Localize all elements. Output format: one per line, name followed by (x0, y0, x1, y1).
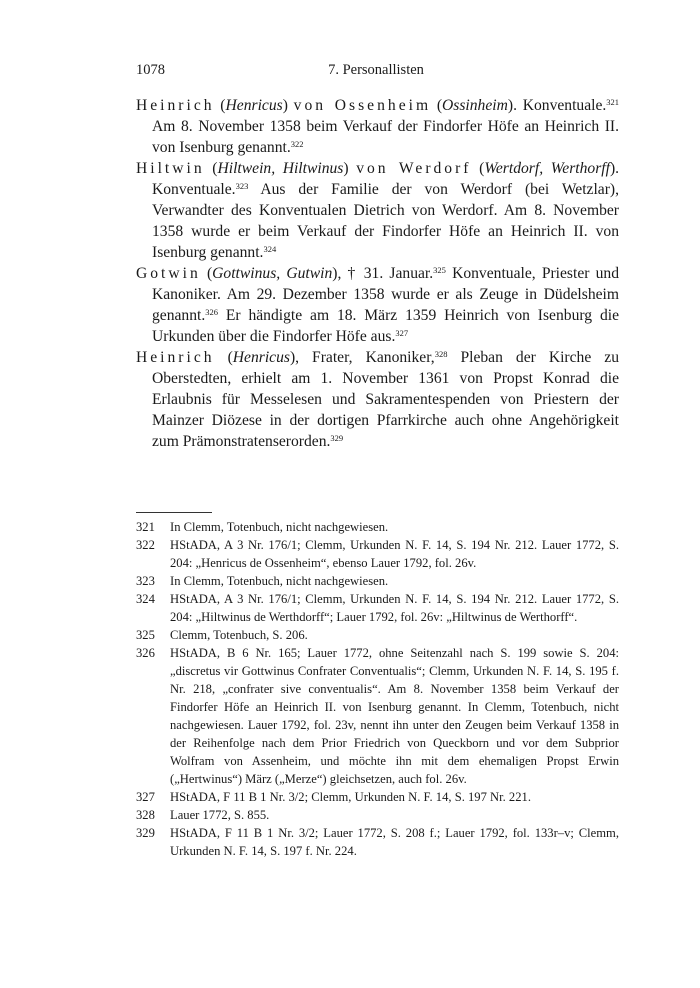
entry-text: ( (471, 160, 485, 177)
footnote-text: HStADA, A 3 Nr. 176/1; Clemm, Urkunden N. F. 14, S. 194 Nr. 212. Lauer 1772, S. 204: „Hiltwinus de Werthdorff“; Lauer 1792, fol. 26v: „Hiltwinus de Werthorff“. (170, 592, 619, 624)
footnote-text: Clemm, Totenbuch, S. 206. (170, 628, 308, 642)
footnote-text: HStADA, A 3 Nr. 176/1; Clemm, Urkunden N. F. 14, S. 194 Nr. 212. Lauer 1772, S. 204: „Henricus de Ossenheim“, ebenso Lauer 1792, fol. 26v. (170, 538, 619, 570)
latin-name: Henricus (232, 349, 290, 366)
footnote-text: HStADA, F 11 B 1 Nr. 3/2; Clemm, Urkunden N. F. 14, S. 197 Nr. 221. (170, 790, 531, 804)
entry-text: ( (200, 265, 213, 282)
footnote-323 (136, 572, 619, 590)
entry-text: ( (204, 160, 218, 177)
entry-hiltwin-werdorf (136, 158, 619, 263)
latin-name: Wertdorf, Werthorff (484, 160, 610, 177)
entry-heinrich-ossenheim (136, 95, 619, 158)
footnote-number: 325 (136, 628, 155, 642)
entry-text: ( (431, 97, 443, 114)
footnote-text: HStADA, B 6 Nr. 165; Lauer 1772, ohne Seitenzahl nach S. 199 sowie S. 204: „discretus vir Gottwinus Confrater Conventualis“; Clemm, Urkunden N. F. 14, S. 195 f. Nr. 218, „confrater sive conventualis“. Am 8. November 1358 beim Verkauf der Findorfer Höfe an Heinrich II. von Isenburg genannt. In Clemm, Totenbuch, nicht nachgewiesen. Lauer 1792, fol. 23v, nennt ihn unter den Zeugen beim Verkauf 1358 in der Reihenfolge nach dem Prior Friedrich von Queckborn und vor dem Subprior Wolfram von Assenheim, und möchte ihn mit dem ehemaligen Propst Erwin („Hertwinus“) März („Merze“) gleichsetzen, auch fol. 26v. (170, 646, 619, 786)
entry-text: ) (282, 97, 294, 114)
personnel-list (136, 95, 619, 452)
footnotes (136, 518, 619, 860)
latin-name: Henricus (225, 97, 283, 114)
page-number: 1078 (136, 62, 165, 78)
running-title: 7. Personallisten (328, 62, 424, 78)
footnote-number: 321 (136, 520, 155, 534)
footnote-number: 324 (136, 592, 155, 606)
person-name: Gotwin (136, 265, 201, 282)
footnote-number: 323 (136, 574, 155, 588)
footnote-327 (136, 788, 619, 806)
footnote-ref: 326 (205, 307, 219, 317)
footnote-322 (136, 536, 619, 572)
latin-name: Hiltwein, Hiltwinus (217, 160, 344, 177)
entry-text: Konventuale, Priester und Kanoniker. Am 29. Dezember 1358 wurde er als Zeuge in Düdelsheim genannt. (152, 265, 620, 324)
entry-text: ( (214, 97, 226, 114)
footnote-ref: 328 (434, 349, 448, 359)
footnote-text: Lauer 1772, S. 855. (170, 808, 270, 822)
footnote-ref: 327 (395, 328, 409, 338)
latin-name: Ossinheim (442, 97, 508, 114)
page-header (136, 62, 616, 82)
footnote-ref: 322 (290, 139, 304, 149)
entry-text: ). Konventuale. (152, 160, 620, 198)
entry-heinrich-frater (136, 347, 619, 452)
entry-text: ). Konventuale. (507, 97, 607, 114)
entry-text: ), Frater, Kanoniker, (289, 349, 435, 366)
person-name: Heinrich (136, 349, 215, 366)
footnote-number: 326 (136, 646, 155, 660)
footnote-ref: 321 (606, 97, 620, 107)
person-name: von Werdorf (356, 160, 472, 177)
footnote-325 (136, 626, 619, 644)
footnote-ref: 325 (433, 265, 446, 275)
footnote-text: HStADA, F 11 B 1 Nr. 3/2; Lauer 1772, S. 208 f.; Lauer 1792, fol. 133r–v; Clemm, Urkunden N. F. 14, S. 197 f. Nr. 224. (170, 826, 619, 858)
entry-text: Pleban der Kirche zu Oberstedten, erhielt am 1. November 1361 von Propst Konrad die Erlaubnis für Messelesen und Sakramentespenden von Priestern der Mainzer Diözese in der dortigen Pfarrkirche auch ohne Angehörigkeit zum Prämonstratenserorden. (152, 349, 620, 450)
footnote-321 (136, 518, 619, 536)
entry-text: Am 8. November 1358 beim Verkauf der Findorfer Höfe an Heinrich II. von Isenburg genannt. (152, 118, 619, 156)
footnote-324 (136, 590, 619, 626)
footnote-number: 327 (136, 790, 155, 804)
footnote-text: In Clemm, Totenbuch, nicht nachgewiesen. (170, 574, 389, 588)
footnote-number: 328 (136, 808, 155, 822)
person-name: von Ossenheim (293, 97, 432, 114)
footnote-text: In Clemm, Totenbuch, nicht nachgewiesen. (170, 520, 389, 534)
footnote-ref: 323 (235, 181, 249, 191)
footnote-ref: 324 (263, 244, 277, 254)
entry-text: Aus der Familie der von Werdorf (bei Wetzlar), Verwandter des Konventualen Dietrich von Werdorf. Am 8. November 1358 wurde er beim Verkauf der Findorfer Höfe an Heinrich II. von Isenburg genannt. (152, 181, 619, 261)
person-name: Heinrich (136, 97, 215, 114)
entry-text: ) (343, 160, 357, 177)
entry-gotwin (136, 263, 619, 347)
footnote-number: 322 (136, 538, 155, 552)
entry-text: Er händigte am 18. März 1359 Heinrich von Isenburg die Urkunden über die Findorfer Höfe aus. (152, 307, 619, 345)
footnote-329 (136, 824, 619, 860)
person-name: Hiltwin (136, 160, 205, 177)
footnote-rule (136, 512, 212, 513)
latin-name: Gottwinus, Gutwin (212, 265, 333, 282)
footnote-number: 329 (136, 826, 155, 840)
entry-text: ( (214, 349, 233, 366)
footnote-ref: 329 (330, 433, 344, 443)
footnote-326 (136, 644, 619, 788)
entry-text: ), † 31. Januar. (332, 265, 434, 282)
footnote-328 (136, 806, 619, 824)
